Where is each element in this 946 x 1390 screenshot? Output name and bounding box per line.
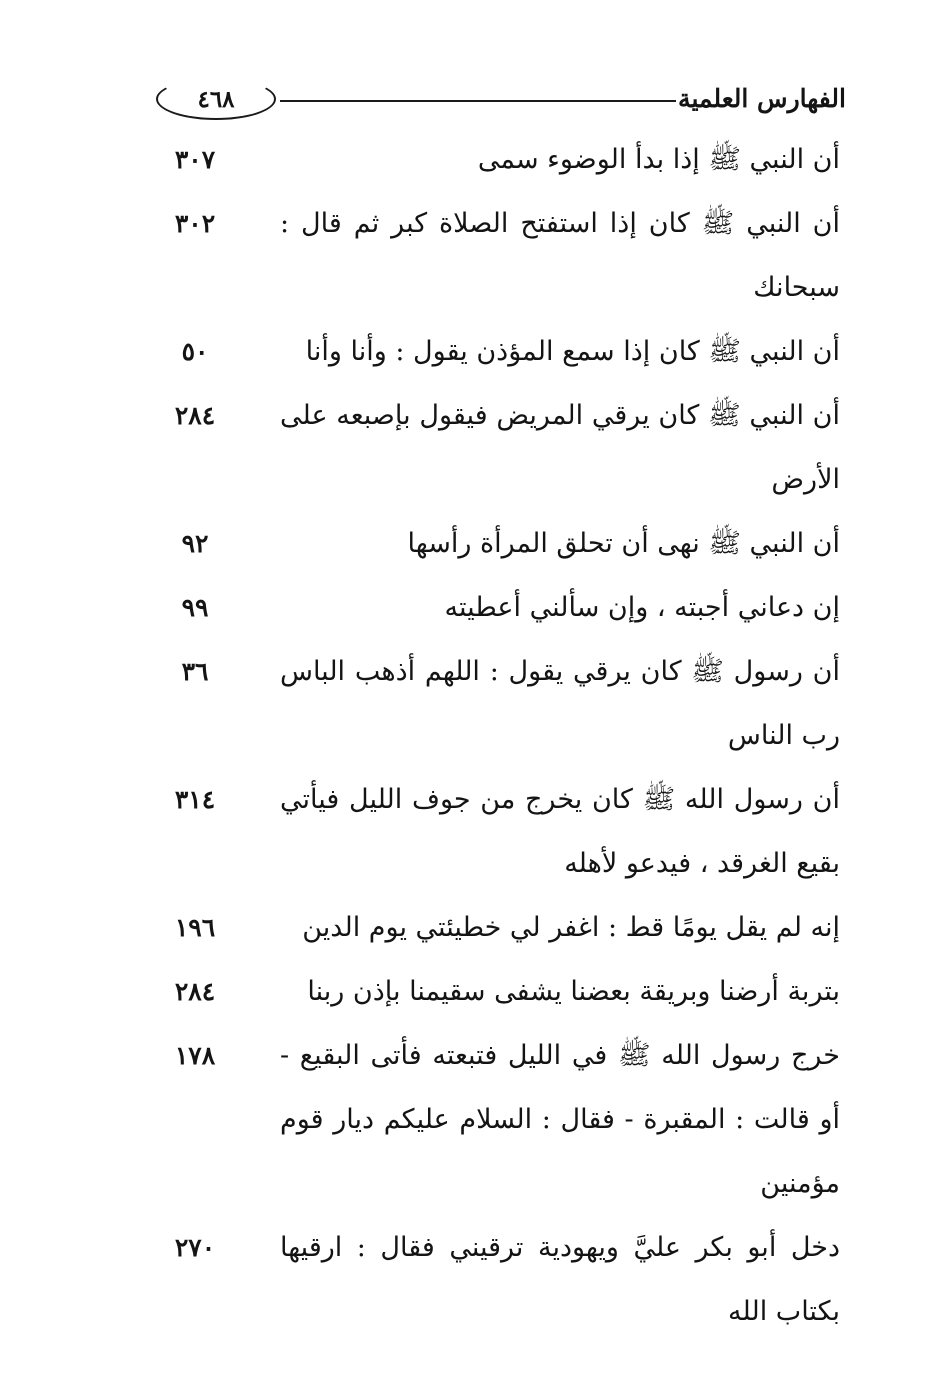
- index-entry: [150, 1024, 840, 1216]
- index-entry: [150, 576, 840, 640]
- entry-text: أن النبي ﷺ نهى أن تحلق المرأة رأسها: [407, 528, 840, 559]
- entry-page-number: ٣٠٢: [174, 209, 216, 238]
- entry-page-number: ٣١٤: [174, 785, 216, 814]
- header-rule: [280, 100, 676, 102]
- entry-page-number: ٥٠: [181, 337, 209, 366]
- entry-page-number: ٩٢: [181, 529, 209, 558]
- index-entry: [150, 192, 840, 320]
- entry-page-number: ٢٧٠: [174, 1233, 216, 1262]
- running-title: الفهارس العلمية: [678, 84, 846, 113]
- index-entry: [150, 1216, 840, 1344]
- index-entry: [150, 640, 840, 768]
- entry-text: إنه لم يقل يومًا قط : اغفر لي خطيئتي يوم الدين: [302, 912, 840, 943]
- entry-text: دخل أبو بكر عليَّ ويهودية ترقيني فقال : ارقيها بكتاب الله: [280, 1232, 840, 1327]
- entry-text: أن النبي ﷺ كان إذا سمع المؤذن يقول : وأنا وأنا: [305, 336, 840, 367]
- page-header: [100, 78, 846, 126]
- entry-text: إن دعاني أجبته ، وإن سألني أعطيته: [444, 592, 840, 623]
- index-entry: [150, 512, 840, 576]
- entry-page-number: ٣٦: [181, 657, 209, 686]
- entry-text: أن رسول ﷺ كان يرقي يقول : اللهم أذهب الباس رب الناس: [280, 656, 840, 751]
- entry-page-number: ١٩٦: [174, 913, 216, 942]
- index-entry: [150, 320, 840, 384]
- entry-text: أن رسول الله ﷺ كان يخرج من جوف الليل فيأتي بقيع الغرقد ، فيدعو لأهله: [280, 784, 840, 879]
- hadith-index-list: [150, 128, 840, 1344]
- page-number: ٤٦٨: [197, 86, 235, 113]
- entry-text: أن النبي ﷺ إذا بدأ الوضوء سمى: [477, 144, 840, 175]
- index-entry: [150, 384, 840, 512]
- entry-text: أن النبي ﷺ كان يرقي المريض فيقول بإصبعه على الأرض: [280, 400, 840, 495]
- entry-text: خرج رسول الله ﷺ في الليل فتبعته فأتى البقيع - أو قالت : المقبرة - فقال : السلام عليكم ديار قوم مؤمنين: [280, 1040, 840, 1199]
- entry-page-number: ٩٩: [181, 593, 209, 622]
- entry-page-number: ١٧٨: [174, 1041, 216, 1070]
- entry-text: أن النبي ﷺ كان إذا استفتح الصلاة كبر ثم قال : سبحانك: [280, 208, 840, 303]
- entry-page-number: ٣٠٧: [174, 145, 216, 174]
- entry-page-number: ٢٨٤: [174, 977, 216, 1006]
- index-entry: [150, 896, 840, 960]
- index-entry: [150, 128, 840, 192]
- entry-text: بتربة أرضنا وبريقة بعضنا يشفى سقيمنا بإذن ربنا: [307, 976, 840, 1007]
- index-entry: [150, 768, 840, 896]
- entry-page-number: ٢٨٤: [174, 401, 216, 430]
- index-entry: [150, 960, 840, 1024]
